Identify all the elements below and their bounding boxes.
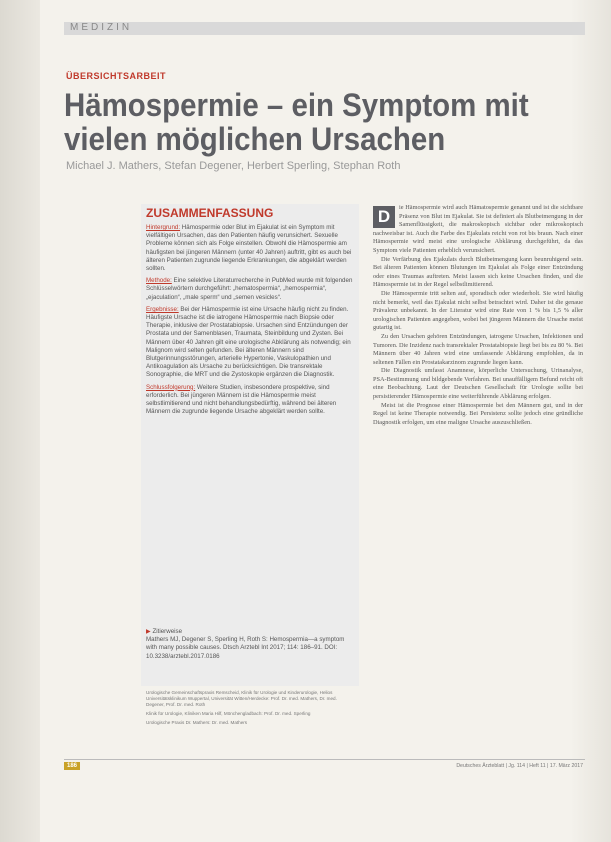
footer-rule	[64, 759, 585, 760]
citation-text: Mathers MJ, Degener S, Sperling H, Roth S: Hemospermia—a symptom with many possible causes. Dtsch Arztebl Int 2017; 114: 186–91. DOI: 10.3238/arztebl.2017.0186	[146, 636, 345, 660]
citation-label: Zitierweise	[152, 628, 183, 635]
body-paragraph: Die Verfärbung des Ejakulats durch Blutbeimengung kann beunruhigend sein. Bei älteren Patienten können Blutungen im Ejakulat als Folge einer Entzündung oder eines Traumas auftreten. Meist lassen sich keine Ursachen finden, und die Hämospermie ist in der Regel selbstlimitierend.	[373, 255, 583, 289]
summary-text	[146, 224, 354, 420]
summary-paragraph	[146, 384, 354, 417]
dropcap: D	[373, 206, 395, 228]
body-paragraph: Meist ist die Prognose einer Hämospermie bei den Männern gut, und in der Regel ist keine Therapie notwendig. Bei Persistenz sollte jedoch eine gründliche Diagnostik erfolgen, um eine maligne Ursache auszuschließen.	[373, 401, 583, 426]
citation-heading	[146, 628, 354, 636]
summary-body: Hämospermie oder Blut im Ejakulat ist ein Symptom mit vielfältigen Ursachen, das den Patienten häufig verunsichert. Sexuelle Probleme können sich als Folge einstellen. Obwohl die Hämospermie am häufigsten bei jüngeren Männern (unter 40 Jahren) auftritt, gibt es auch bei älteren Patienten zugrunde liegende Erkrankungen, die abgeklärt werden sollten.	[146, 224, 352, 273]
summary-label: Hintergrund:	[146, 224, 181, 231]
section-bar	[64, 22, 585, 35]
summary-label: Schlussfolgerung:	[146, 383, 196, 391]
page-margin	[0, 0, 40, 842]
summary-body: Weitere Studien, insbesondere prospektive, sind erforderlich. Bei jüngeren Männern ist die Hämospermie meist selbstlimitierend und nicht behandlungsbedürftig, während bei älteren Männern die zugrunde liegende Ursache abgeklärt werden sollte.	[146, 383, 337, 416]
summary-label: Methode:	[146, 277, 172, 285]
summary-body: Bei der Hämospermie ist eine Ursache häufig nicht zu finden. Häufigste Ursache ist die iatrogene Hämospermie nach Biopsie oder Therapie, inklusive der Prostatabiopsie. Ursachen sind Entzündungen der Prostata und der Samenblasen, Traumata, Steinbildung und Zysten. Bei Männern über 40 Jahren gilt eine urologische Abklärung als notwendig; ein Malignom wird selten gefunden. Bei älteren Männern sind Blutgerinnungsstörungen, arterielle Hypertonie, Vaskulopathien und Antikoagulation als Ursache zu berücksichtigen. Die transrektale Sonographie, die MRT und die Zystoskopie ergänzen die Diagnostik.	[146, 305, 351, 379]
body-column	[373, 204, 583, 427]
summary-paragraph	[146, 306, 354, 380]
article-title: Hämospermie – ein Symptom mit vielen möglichen Ursachen	[64, 87, 529, 157]
section-label: MEDIZIN	[70, 22, 133, 33]
arrow-icon: ▶	[146, 628, 153, 635]
summary-paragraph	[146, 277, 354, 302]
footnote: Klinik für Urologie, Kliniken Maria Hilf, Mönchengladbach: Prof. Dr. med. Sperling	[146, 711, 311, 716]
body-paragraph: Die Diagnostik umfasst Anamnese, körperliche Untersuchung, Urinanalyse, PSA-Bestimmung und bildgebende Verfahren. Bei unauffälligem Befund reicht oft eine Beobachtung. Laut der Deutschen Gesellschaft für Urologie sollte bei persistierender Hämospermie eine weiterführende Abklärung erfolgen.	[373, 367, 583, 401]
footer-info: Deutsches Ärzteblatt | Jg. 114 | Heft 11 | 17. März 2017	[456, 763, 583, 769]
summary-label: Ergebnisse:	[146, 305, 179, 313]
body-paragraph: Zu den Ursachen gehören Entzündungen, iatrogene Ursachen, Infektionen und Tumoren. Die Inzidenz nach transrektaler Prostatabiopsie liegt bei bis zu 80 %. Bei Männern über 40 Jahren wird eine umfassende Abklärung empfohlen, da in seltenen Fällen ein Prostatakarzinom zugrunde liegen kann.	[373, 332, 583, 366]
footnote: Urologische Praxis Dr. Mathers: Dr. med. Mathers	[146, 720, 248, 725]
page-number: 186	[64, 762, 80, 770]
body-paragraph: ie Hämospermie wird auch Hämatospermie genannt und ist die sichtbare Präsenz von Blut im Ejakulat. Sie ist definiert als Blutbeimengung in der Samenflüssigkeit, die makroskopisch sichtbar oder mikroskopisch nachweisbar ist. Auch die Farbe des Ejakulats reicht von rot bis braun. Nach einer Hämospermie wird meist eine urologische Abklärung durchgeführt, da das Symptom viele Patienten erheblich verunsichert.	[373, 204, 583, 254]
footnotes	[146, 690, 354, 729]
footnote: Urologische Gemeinschaftspraxis Remscheid, Klinik für Urologie und Kinderurologie, Helios Universitätsklinikum Wuppertal, Universität Witten/Herdecke: Prof. Dr. med. Mathers, Dr. med. Degener, Prof. Dr. med. Roth	[146, 690, 337, 707]
citation-block	[146, 628, 354, 661]
body-paragraph: Die Hämospermie tritt selten auf, sporadisch oder wiederholt. Sie wird häufig nicht bemerkt, weil das Ejakulat nicht selbst betrachtet wird. Daher ist die genaue Prävalenz unbekannt. In der Literatur wird eine Rate von 1 % bis 1,5 % aller urologischen Patienten angegeben, wobei bei jüngeren Männern die Ursache meist gutartig ist.	[373, 289, 583, 332]
summary-paragraph	[146, 224, 354, 273]
article-authors: Michael J. Mathers, Stefan Degener, Herbert Sperling, Stephan Roth	[66, 160, 401, 172]
summary-body: Eine selektive Literaturrecherche in PubMed wurde mit folgenden Schlüsselwörtern durchgeführt: „hematospermia“, „hemospermia“, „ejaculation“, „male sperm“ und „semen vesicles“.	[146, 277, 353, 301]
article-kicker: ÜBERSICHTSARBEIT	[66, 71, 167, 81]
summary-heading: ZUSAMMENFASSUNG	[146, 206, 274, 220]
